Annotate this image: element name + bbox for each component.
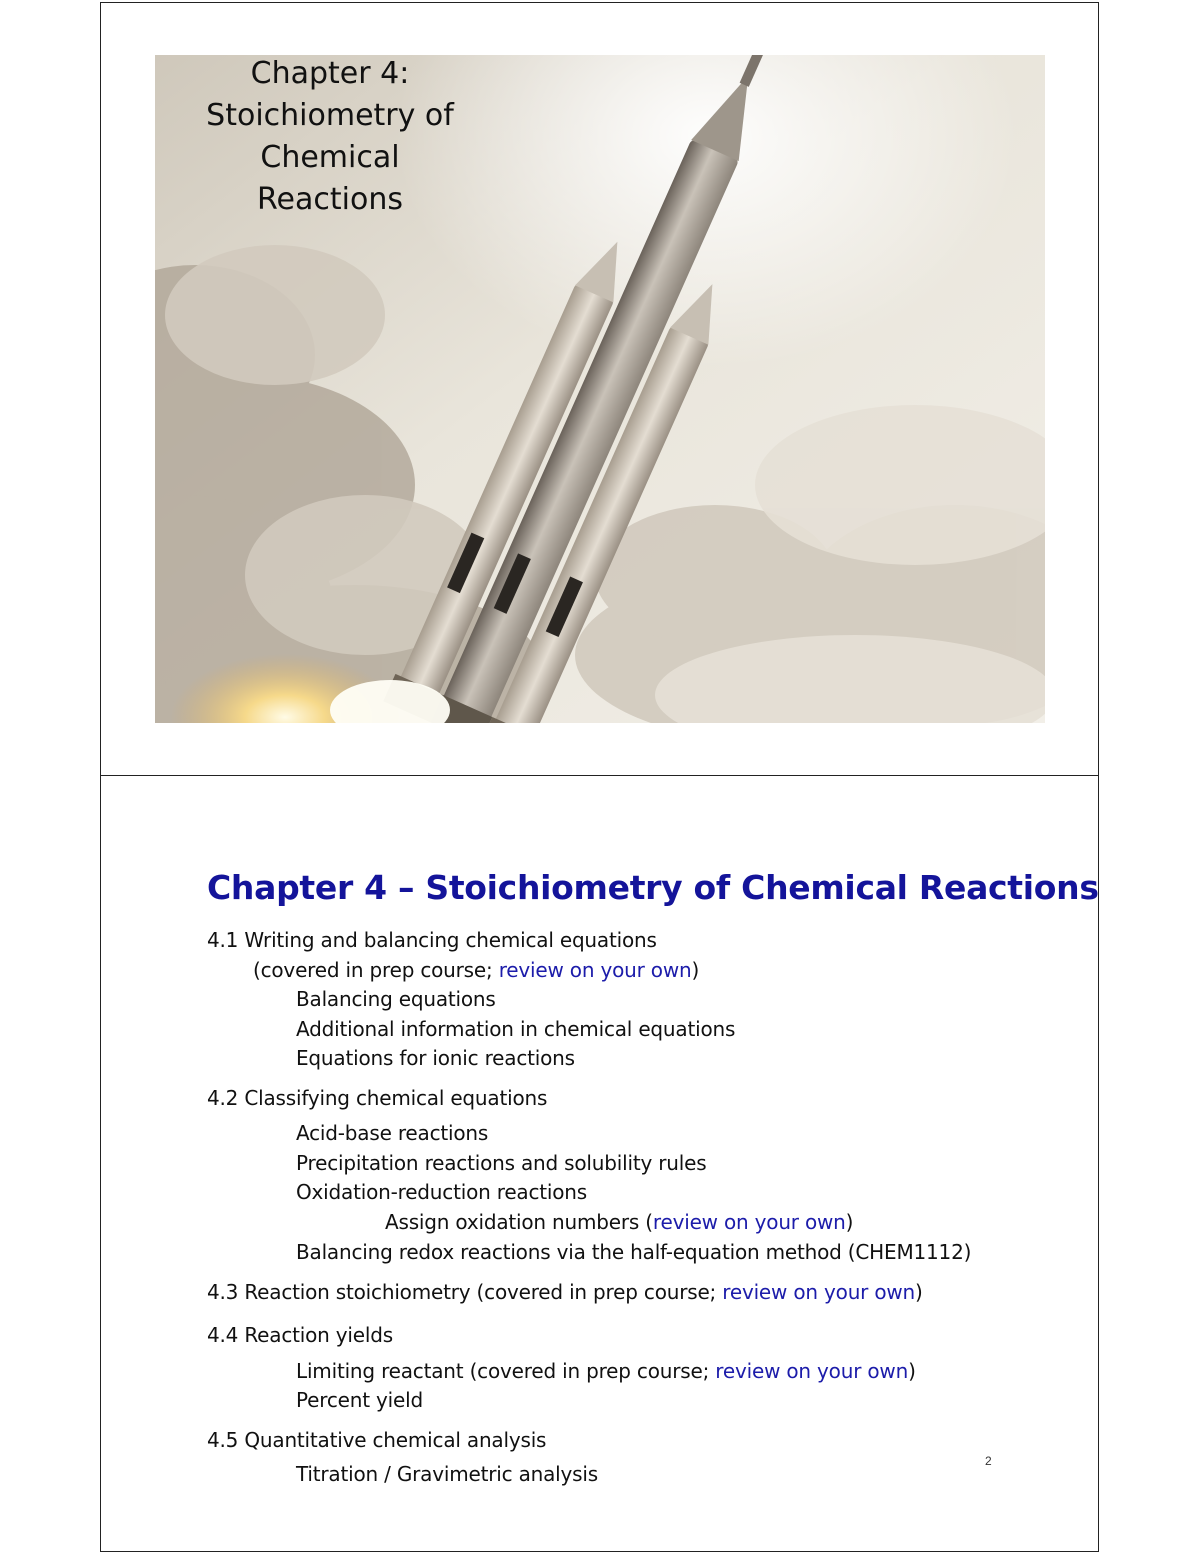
cover-title-line-3: Reactions: [257, 182, 403, 217]
item-balancing: Balancing equations: [296, 987, 496, 1011]
s43-text: 4.3 Reaction stoichiometry (covered in prep course;: [207, 1280, 723, 1304]
item-percent-yield: Percent yield: [296, 1388, 423, 1412]
cover-title-line-1: Chapter 4:: [250, 56, 410, 91]
section-4-1: 4.1 Writing and balancing chemical equations: [207, 928, 657, 952]
item-precipitation: Precipitation reactions and solubility rules: [296, 1151, 707, 1175]
section-4-2: 4.2 Classifying chemical equations: [207, 1086, 548, 1110]
review-note: review on your own: [652, 1210, 846, 1234]
item-additional: Additional information in chemical equations: [296, 1017, 736, 1041]
page-number: 2: [985, 1454, 992, 1468]
section-4-5: 4.5 Quantitative chemical analysis: [207, 1428, 547, 1452]
item-limiting-reactant: [296, 1357, 916, 1385]
note-close: ): [691, 958, 700, 982]
limiting-text: Limiting reactant (covered in prep course;: [296, 1359, 716, 1383]
assign-close: ): [845, 1210, 854, 1234]
assign-text: Assign oxidation numbers (: [385, 1210, 653, 1234]
slide-1: [100, 2, 1099, 776]
note-text: (covered in prep course;: [253, 958, 499, 982]
s43-close: ): [915, 1280, 923, 1304]
section-4-3: [207, 1278, 923, 1306]
item-ionic: Equations for ionic reactions: [296, 1046, 575, 1070]
review-note: review on your own: [722, 1280, 916, 1304]
limiting-close: ): [908, 1359, 916, 1383]
item-redox: Oxidation-reduction reactions: [296, 1180, 588, 1204]
review-note: review on your own: [715, 1359, 909, 1383]
item-half-equation: Balancing redox reactions via the half-equation method (CHEM1112): [296, 1240, 972, 1264]
section-4-1-note: [253, 956, 699, 984]
cover-title-line-2: Stoichiometry of Chemical: [206, 98, 454, 175]
toc-heading: Chapter 4 – Stoichiometry of Chemical Reactions: [207, 868, 1099, 907]
section-4-4: 4.4 Reaction yields: [207, 1323, 393, 1347]
item-titration: Titration / Gravimetric analysis: [296, 1462, 598, 1486]
cover-title: [135, 53, 525, 221]
review-note: review on your own: [498, 958, 692, 982]
item-acid-base: Acid-base reactions: [296, 1121, 489, 1145]
slide-2: [100, 775, 1099, 1552]
item-assign-oxidation: [385, 1208, 853, 1236]
